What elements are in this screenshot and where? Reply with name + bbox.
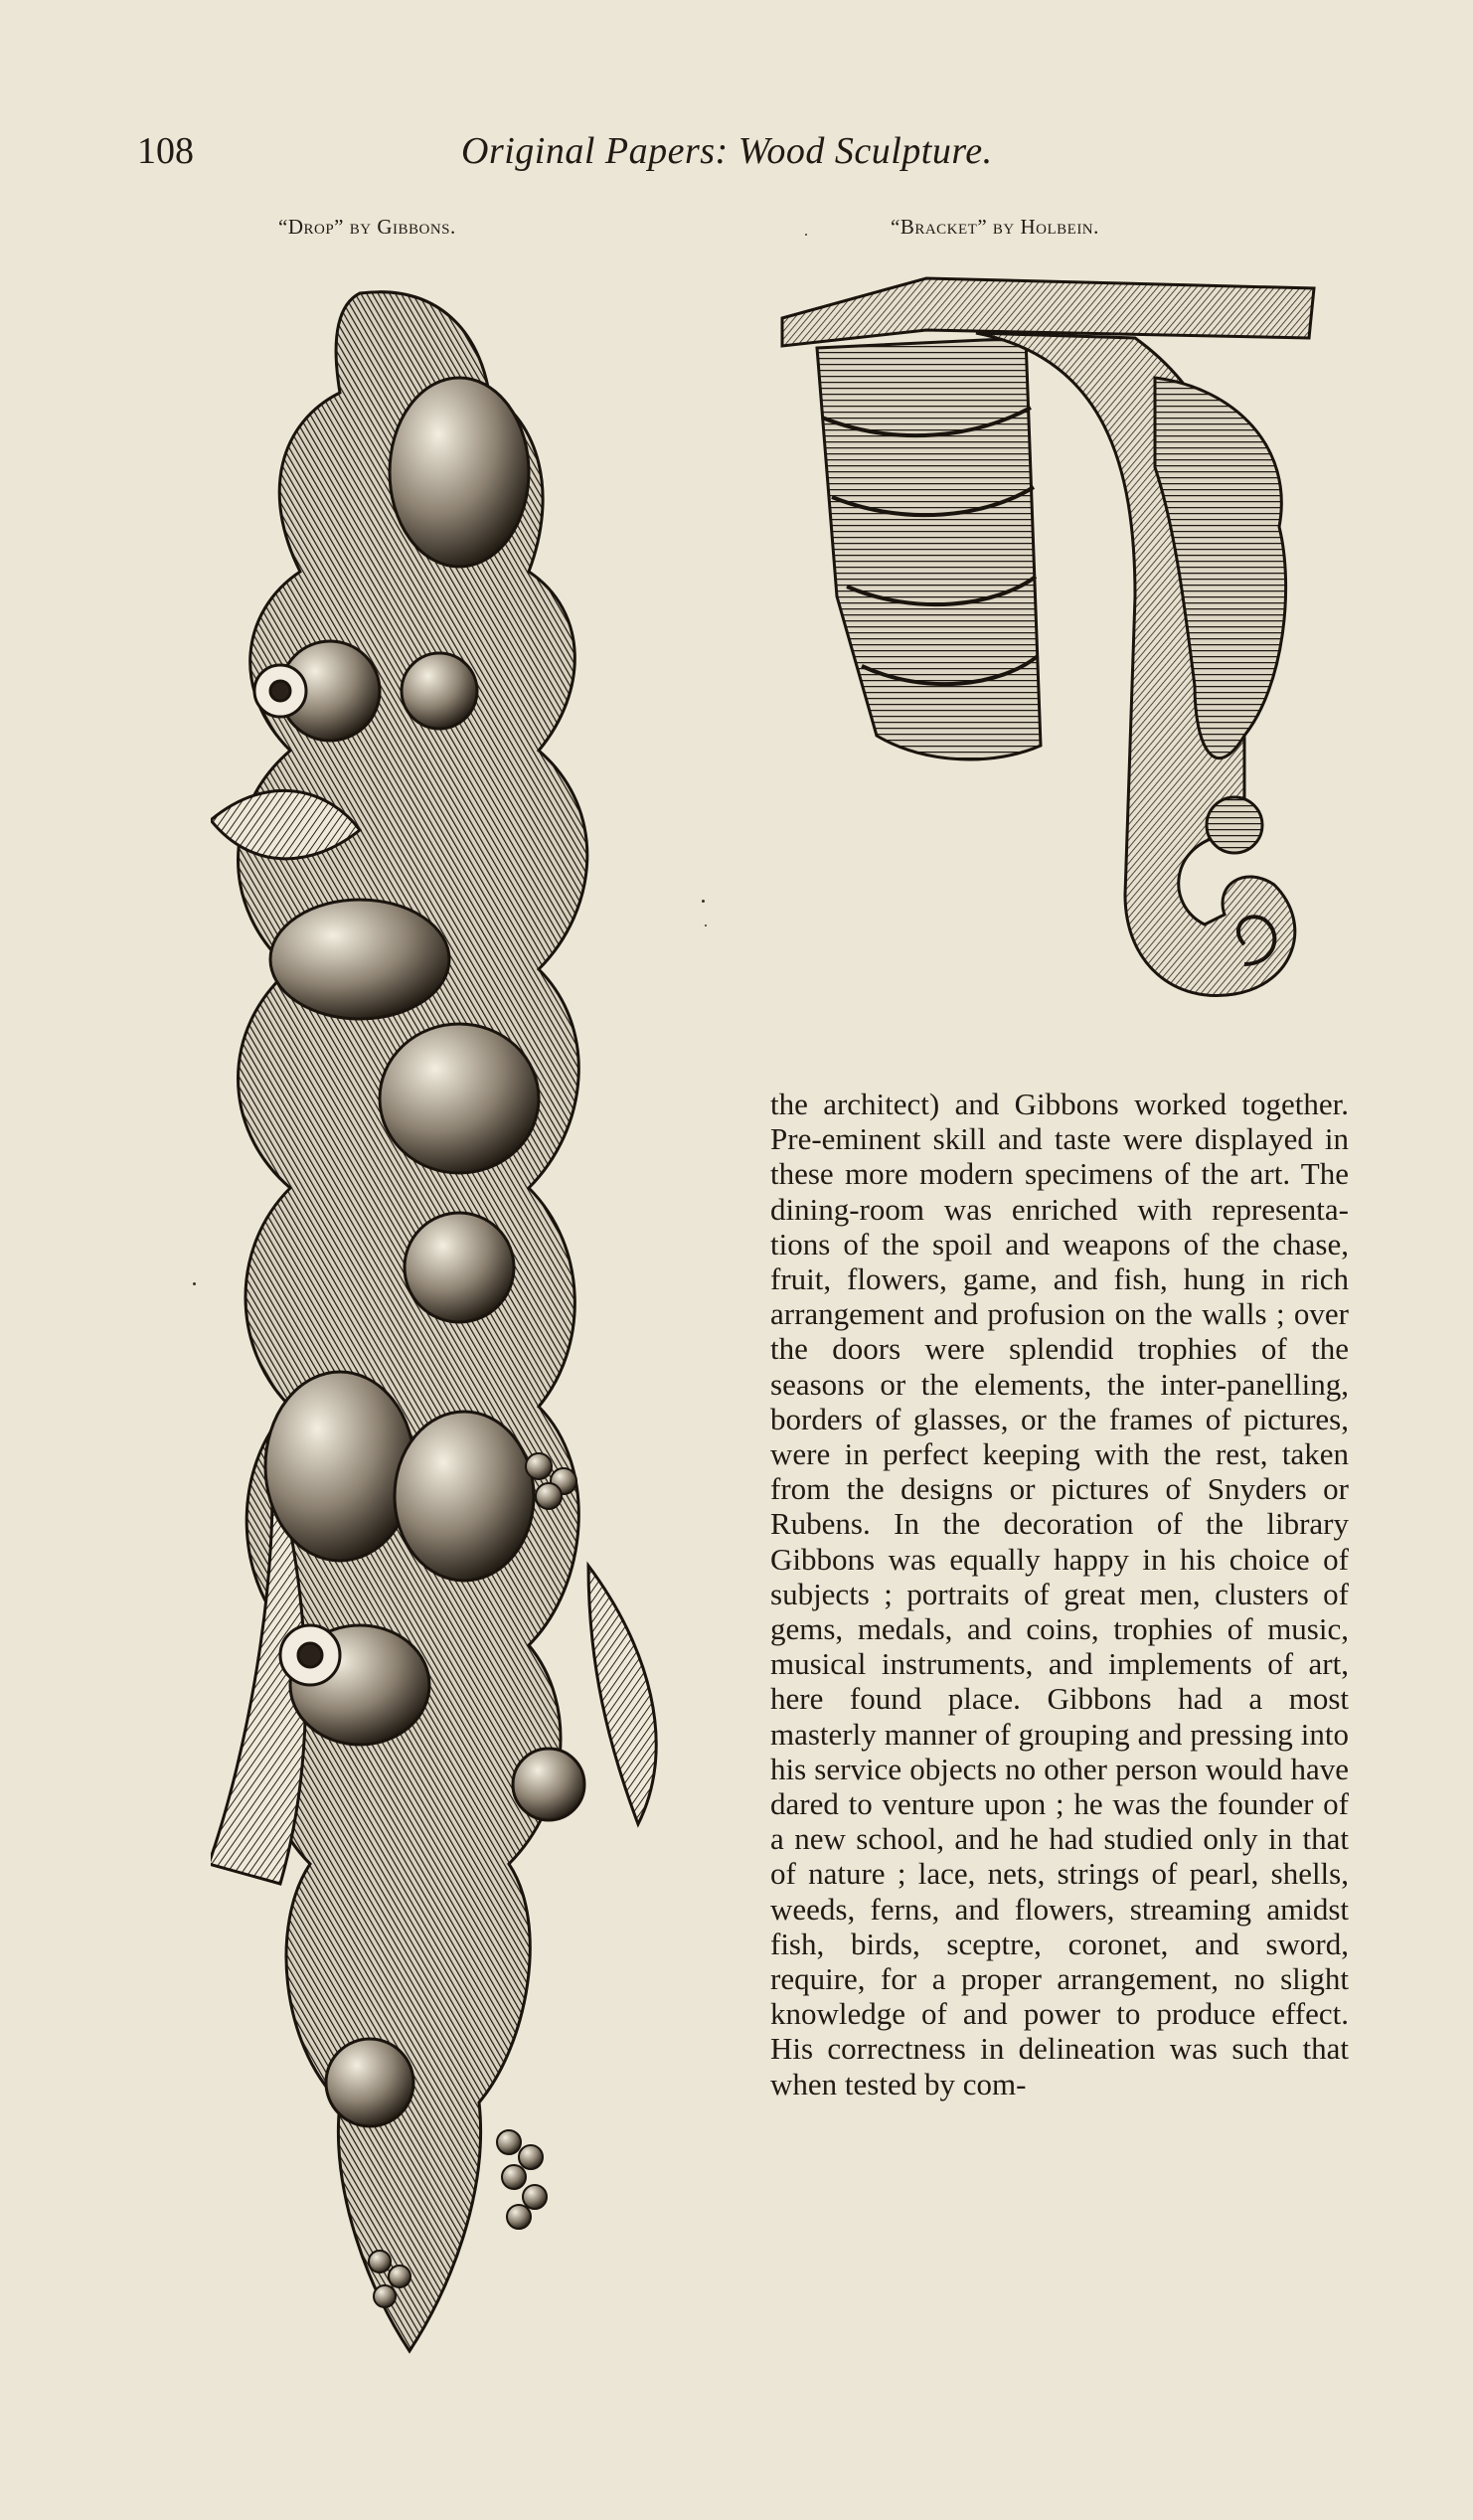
print-speck: [805, 234, 807, 236]
bracket-caption: “Bracket” by Holbein.: [891, 215, 1099, 239]
page-number: 108: [137, 130, 194, 172]
body-text: [770, 1087, 1349, 2101]
drop-engraving: [211, 273, 694, 2356]
print-speck: [702, 900, 705, 903]
running-head: Original Papers: Wood Sculpture.: [461, 130, 993, 172]
drop-caption: “Drop” by Gibbons.: [278, 215, 456, 239]
print-speck: [705, 924, 707, 926]
body-paragraph: the architect) and Gibbons worked together. Pre-eminent skill and taste were displayed in these more modern specimens of the art. The dining-room was enriched with representations of the spoil and weapons of the chase, fruit, flowers, game, and fish, hung in rich arrangement and profusion on the walls ; over the doors were splendid trophies of the seasons or the elements, the inter-panelling, borders of glasses, or the frames of pictures, were in perfect keeping with the rest, taken from the designs or pictures of Snyders or Rubens. In the decoration of the library Gibbons was equally happy in his choice of subjects ; portraits of great men, clusters of gems, medals, and coins, trophies of music, musical instruments, and implements of art, here found place. Gibbons had a most masterly manner of grouping and pressing into his service objects no other person would have dared to venture upon ; he was the founder of a new school, and he had studied only in that of nature ; lace, nets, strings of pearl, shells, weeds, ferns, and flowers, streaming amidst fish, birds, sceptre, coronet, and sword, require, for a proper arrangement, no slight knowledge of and power to produce effect. His correctness in delineation was such that when tested by com-: [770, 1087, 1349, 2101]
print-speck: [193, 1282, 196, 1285]
bracket-engraving: [777, 268, 1319, 1054]
